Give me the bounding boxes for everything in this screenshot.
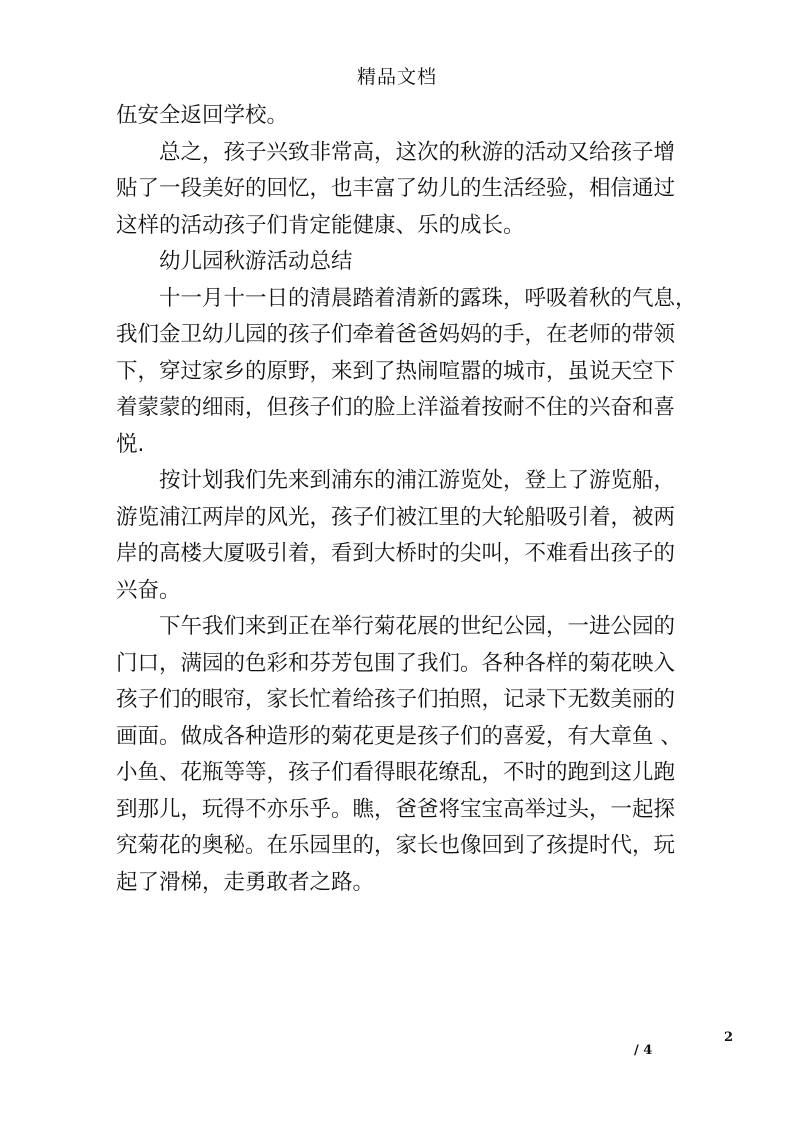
section-heading: 幼儿园秋游活动总结 xyxy=(159,249,353,274)
paragraph-line: 按计划我们先来到浦东的浦江游览处，登上了游览船， xyxy=(159,468,676,493)
paragraph-line: 我们金卫幼儿园的孩子们牵着爸爸妈妈的手，在老师的带领 xyxy=(116,322,676,347)
paragraph-line: 伍安全返回学校。 xyxy=(116,103,289,128)
paragraph-line: 着蒙蒙的细雨，但孩子们的脸上洋溢着按耐不住的兴奋和喜 xyxy=(116,395,676,420)
paragraph-line: 下午我们来到正在举行菊花展的世纪公园，一进公园的 xyxy=(159,614,676,639)
page-header-title: 精品文档 xyxy=(356,66,437,88)
page-total: / 4 xyxy=(634,1043,653,1058)
paragraph-line: 悦. xyxy=(116,431,145,457)
paragraph-line: 孩子们的眼帘，家长忙着给孩子们拍照，记录下无数美丽的 xyxy=(116,687,676,712)
paragraph-line: 贴了一段美好的回忆，也丰富了幼儿的生活经验，相信通过 xyxy=(116,176,676,201)
paragraph-line: 这样的活动孩子们肯定能健康、乐的成长。 xyxy=(116,212,525,238)
paragraph-line: 岸的高楼大厦吸引着，看到大桥时的尖叫，不难看出孩子的 xyxy=(116,541,676,566)
paragraph-line: 门口，满园的色彩和芬芳包围了我们。各种各样的菊花映入 xyxy=(116,650,676,676)
paragraph-line: 小鱼、花瓶等等，孩子们看得眼花缭乱，不时的跑到这儿跑 xyxy=(116,760,676,785)
paragraph-line: 究菊花的奥秘。在乐园里的，家长也像回到了孩提时代，玩 xyxy=(116,833,676,858)
paragraph-line: 画面。做成各种造形的菊花更是孩子们的喜爱，有大章鱼 、 xyxy=(116,723,682,749)
paragraph-line: 到那儿，玩得不亦乐乎。瞧，爸爸将宝宝高举过头，一起探 xyxy=(116,796,676,822)
paragraph-line: 下，穿过家乡的原野，来到了热闹喧嚣的城市，虽说天空下 xyxy=(116,358,676,384)
document-body xyxy=(116,98,696,901)
paragraph-line: 游览浦江两岸的风光，孩子们被江里的大轮船吸引着，被两 xyxy=(116,504,676,530)
paragraph-line: 起了滑梯，走勇敢者之路。 xyxy=(116,869,375,895)
page-number: 2 xyxy=(724,1030,734,1045)
paragraph-line: 十一月十一日的清晨踏着清新的露珠，呼吸着秋的气息， xyxy=(159,285,697,311)
paragraph-line: 兴奋。 xyxy=(116,577,181,603)
paragraph-line: 总之，孩子兴致非常高，这次的秋游的活动又给孩子增 xyxy=(159,139,676,165)
